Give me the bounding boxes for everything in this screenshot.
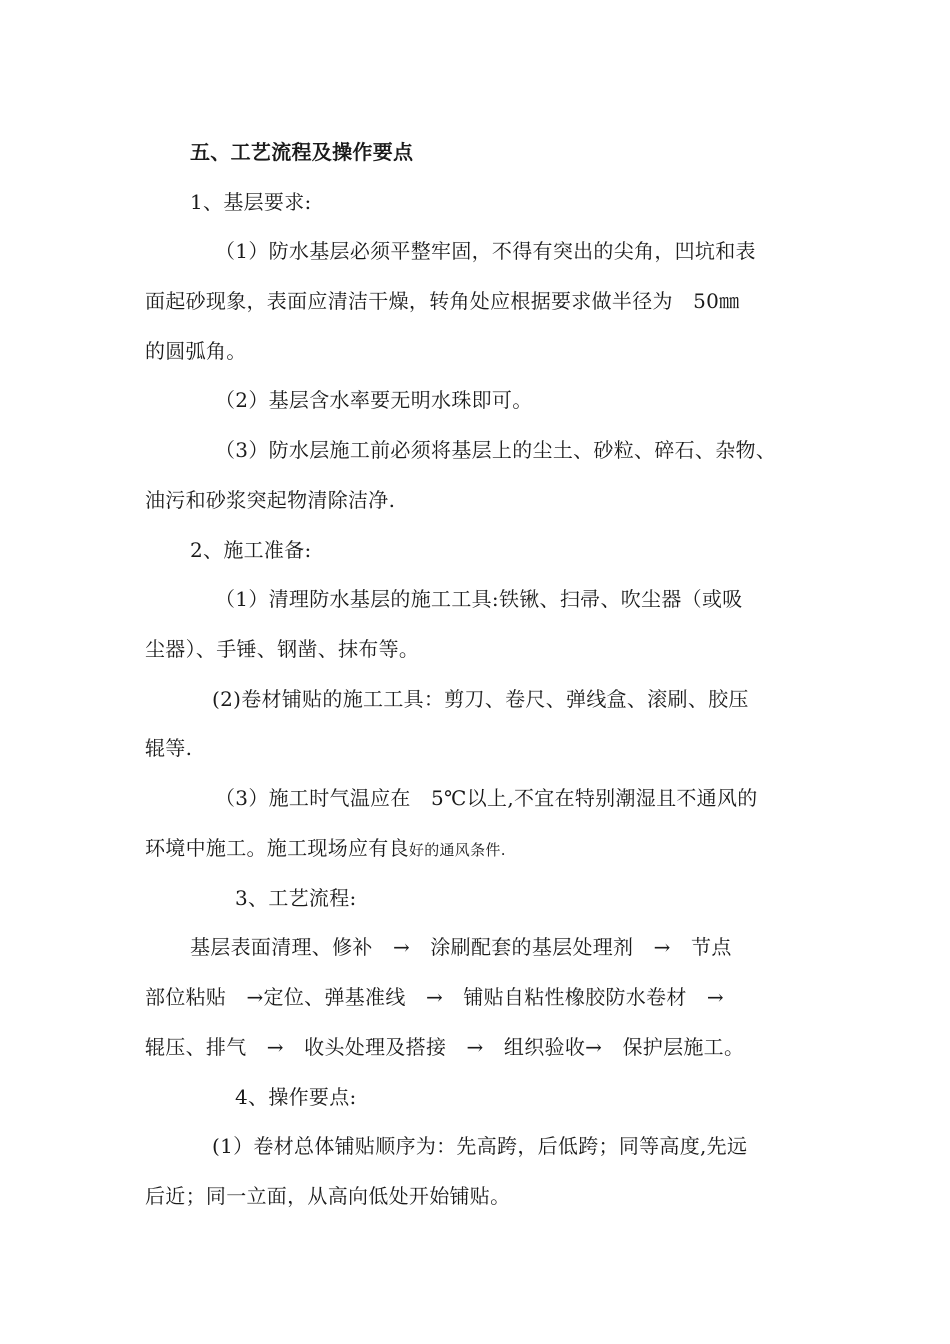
paragraph-line: （3）防水层施工前必须将基层上的尘土、砂粒、碎石、杂物、 <box>215 438 777 462</box>
paragraph-line <box>145 834 506 864</box>
paragraph-line: 的圆弧角。 <box>145 339 247 363</box>
process-flow-line: 基层表面清理、修补 → 涂刷配套的基层处理剂 → 节点 <box>190 935 732 959</box>
paragraph-line: （1）清理防水基层的施工工具:铁锹、扫帚、吹尘器（或吸 <box>215 587 743 611</box>
paragraph-line: 面起砂现象，表面应清洁干燥，转角处应根据要求做半径为 50㎜ <box>145 289 740 313</box>
paragraph-text-small: 好的通风条件. <box>408 841 506 859</box>
paragraph-line: 尘器）、手锤、钢凿、抹布等。 <box>145 637 420 661</box>
section-title: 五、工艺流程及操作要点 <box>190 140 414 164</box>
subsection-title-base-requirements: 1、基层要求: <box>190 190 312 214</box>
paragraph-text: 环境中施工。施工现场应有良 <box>145 836 409 860</box>
subsection-title-process-flow: 3、工艺流程: <box>235 886 357 910</box>
paragraph-line: 后近；同一立面，从高向低处开始铺贴。 <box>145 1184 511 1208</box>
subsection-title-key-points: 4、操作要点: <box>235 1085 357 1109</box>
process-flow-line: 辊压、排气 → 收头处理及搭接 → 组织验收→ 保护层施工。 <box>145 1035 745 1059</box>
paragraph-line: （2）基层含水率要无明水珠即可。 <box>215 388 533 412</box>
subsection-title-preparation: 2、施工准备: <box>190 538 312 562</box>
paragraph-line: (1）卷材总体铺贴顺序为：先高跨，后低跨；同等高度,先远 <box>212 1134 748 1158</box>
paragraph-line: （1）防水基层必须平整牢固，不得有突出的尖角，凹坑和表 <box>215 239 756 263</box>
paragraph-line: 辊等. <box>145 736 193 760</box>
process-flow-line: 部位粘贴 →定位、弹基准线 → 铺贴自粘性橡胶防水卷材 → <box>145 985 724 1009</box>
paragraph-line: (2)卷材铺贴的施工工具：剪刀、卷尺、弹线盒、滚刷、胶压 <box>212 687 749 711</box>
paragraph-line: （3）施工时气温应在 5℃以上,不宜在特别潮湿且不通风的 <box>215 786 758 810</box>
paragraph-line: 油污和砂浆突起物清除洁净. <box>145 488 396 512</box>
